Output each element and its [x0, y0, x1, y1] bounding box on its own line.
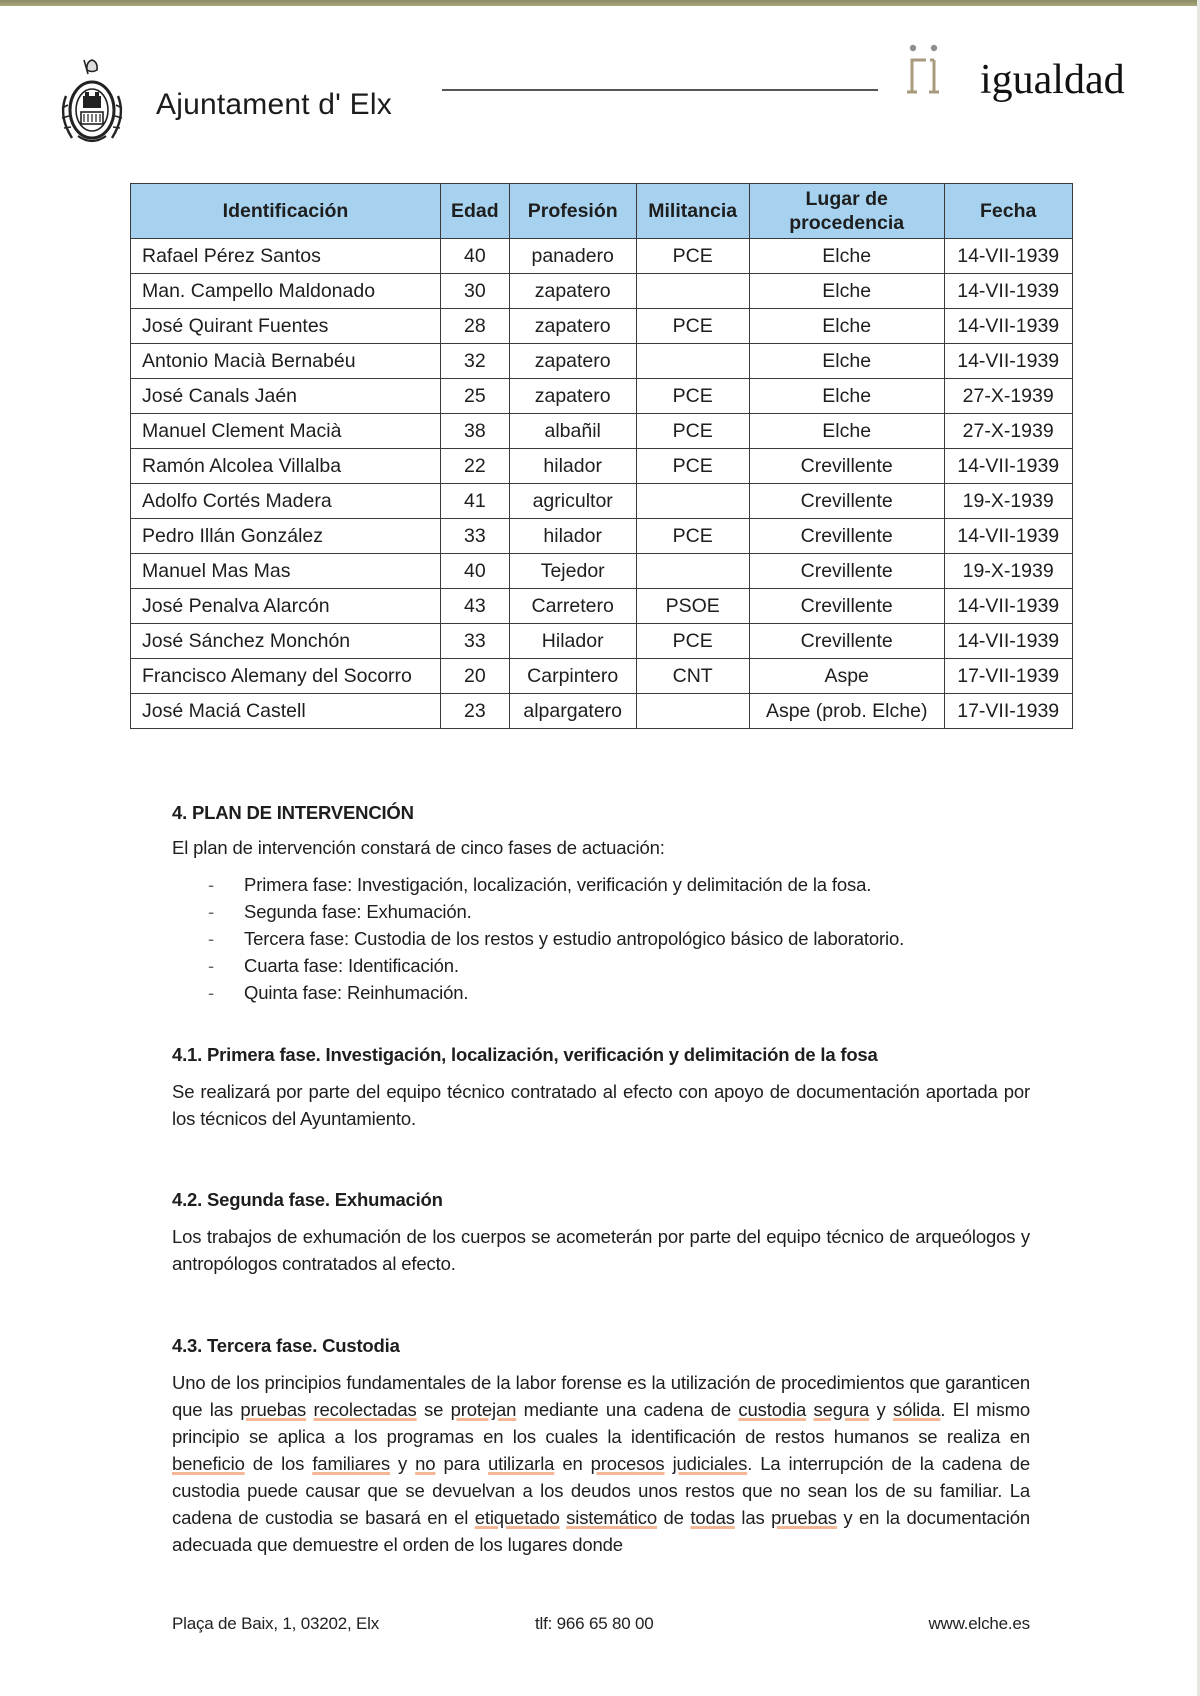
cell-origin: Crevillente [749, 449, 944, 484]
column-header-identificacion: Identificación [131, 184, 441, 239]
footer-phone: tlf: 966 65 80 00 [535, 1614, 654, 1633]
cell-date: 14-VII-1939 [944, 624, 1072, 659]
table-row [131, 659, 1073, 694]
list-item [172, 871, 1030, 898]
cell-name: Pedro Illán González [131, 519, 441, 554]
cell-date: 14-VII-1939 [944, 309, 1072, 344]
table-row [131, 519, 1073, 554]
coat-of-arms-icon [56, 56, 128, 152]
spellcheck-highlighted-word: sólida [892, 1399, 941, 1420]
paragraph-text: . La interrupción de la cadena de custodia puede causar que se devuelvan a los deudos unos restos que no sean los de su familiar. La cadena de custodia se basará en el [172, 1453, 1030, 1528]
table-row [131, 379, 1073, 414]
cell-date: 19-X-1939 [944, 484, 1072, 519]
list-item [172, 952, 1030, 979]
cell-origin: Elche [749, 309, 944, 344]
column-header-lugar-procedencia [749, 184, 944, 239]
cell-profession: Hilador [509, 624, 636, 659]
paragraph-text: y [869, 1399, 893, 1420]
cell-origin: Aspe [749, 659, 944, 694]
cell-profession: zapatero [509, 274, 636, 309]
cell-date: 17-VII-1939 [944, 659, 1072, 694]
table-row [131, 274, 1073, 309]
spellcheck-highlighted-word: procesos [590, 1453, 665, 1474]
cell-profession: hilador [509, 519, 636, 554]
cell-name: Adolfo Cortés Madera [131, 484, 441, 519]
phase-text: Primera fase: Investigación, localización, verificación y delimitación de la fosa. [244, 874, 872, 895]
cell-origin: Elche [749, 379, 944, 414]
list-item [172, 925, 1030, 952]
paragraph-text [306, 1399, 313, 1420]
cell-militancy [636, 554, 749, 589]
cell-date: 14-VII-1939 [944, 589, 1072, 624]
table-row [131, 484, 1073, 519]
spellcheck-highlighted-word: pruebas [771, 1507, 837, 1528]
section-intro: El plan de intervención constará de cinco fases de actuación: [172, 837, 665, 858]
cell-date: 27-X-1939 [944, 379, 1072, 414]
cell-militancy: PCE [636, 414, 749, 449]
cell-date: 14-VII-1939 [944, 449, 1072, 484]
spellcheck-highlighted-word: pruebas [240, 1399, 307, 1420]
paragraph-text: mediante una cadena de [516, 1399, 739, 1420]
bullet-dash: - [208, 982, 215, 1003]
cell-date: 19-X-1939 [944, 554, 1072, 589]
section-body: Los trabajos de exhumación de los cuerpos se acometerán por parte del equipo técnico de arqueólogos y antropólogos contratados al efecto. [172, 1226, 1030, 1274]
phase-list [172, 871, 1030, 1006]
section-heading: 4.1. Primera fase. Investigación, localización, verificación y delimitación de la fosa [172, 1044, 878, 1065]
cell-militancy [636, 274, 749, 309]
cell-name: Ramón Alcolea Villalba [131, 449, 441, 484]
cell-age: 28 [441, 309, 510, 344]
spellcheck-highlighted-word: recolectadas [313, 1399, 417, 1420]
cell-name: José Maciá Castell [131, 694, 441, 729]
phase-text: Tercera fase: Custodia de los restos y estudio antropológico básico de laboratorio. [244, 928, 905, 949]
phase-text: Quinta fase: Reinhumación. [244, 982, 469, 1003]
paragraph-text: de [657, 1507, 691, 1528]
cell-militancy: PCE [636, 519, 749, 554]
column-header-militancia: Militancia [636, 184, 749, 239]
cell-profession: hilador [509, 449, 636, 484]
section-heading: 4. PLAN DE INTERVENCIÓN [172, 802, 414, 823]
section-4-2 [172, 1189, 1030, 1277]
table-row [131, 554, 1073, 589]
column-header-fecha: Fecha [944, 184, 1072, 239]
cell-profession: Carpintero [509, 659, 636, 694]
paragraph-text: las [734, 1507, 772, 1528]
cell-origin: Elche [749, 414, 944, 449]
victims-table [130, 183, 1073, 729]
cell-date: 17-VII-1939 [944, 694, 1072, 729]
cell-militancy [636, 484, 749, 519]
table-row [131, 589, 1073, 624]
spellcheck-highlighted-word: beneficio [172, 1453, 245, 1474]
cell-date: 14-VII-1939 [944, 274, 1072, 309]
section-4-1 [172, 1044, 1030, 1132]
cell-name: José Sánchez Monchón [131, 624, 441, 659]
cell-militancy: PCE [636, 309, 749, 344]
cell-profession: zapatero [509, 344, 636, 379]
phase-text: Cuarta fase: Identificación. [244, 955, 459, 976]
cell-name: Antonio Macià Bernabéu [131, 344, 441, 379]
igualdad-brand [904, 38, 1144, 108]
column-header-profesion: Profesión [509, 184, 636, 239]
cell-name: José Canals Jaén [131, 379, 441, 414]
cell-origin: Crevillente [749, 519, 944, 554]
cell-name: José Penalva Alarcón [131, 589, 441, 624]
column-header-line-2: procedencia [789, 212, 905, 234]
spellcheck-highlighted-word: protejan [450, 1399, 517, 1420]
cell-origin: Crevillente [749, 589, 944, 624]
cell-profession: alpargatero [509, 694, 636, 729]
cell-origin: Elche [749, 344, 944, 379]
cell-origin: Aspe (prob. Elche) [749, 694, 944, 729]
cell-age: 33 [441, 624, 510, 659]
cell-militancy: PCE [636, 239, 749, 274]
cell-name: Manuel Mas Mas [131, 554, 441, 589]
paragraph-text: y [389, 1453, 416, 1474]
table-row [131, 239, 1073, 274]
paragraph-text: Uno de los principios fundamentales de la labor forense es la utilización de procedimientos que garanticen que las [172, 1372, 1030, 1420]
cell-age: 30 [441, 274, 510, 309]
page-top-border [0, 0, 1200, 6]
brand-text: igualdad [980, 57, 1125, 103]
spellcheck-highlighted-word: utilizarla [487, 1453, 555, 1474]
section-body: Se realizará por parte del equipo técnico contratado al efecto con apoyo de documentación aportada por los técnicos del Ayuntamiento. [172, 1081, 1030, 1129]
cell-date: 14-VII-1939 [944, 239, 1072, 274]
table-row [131, 344, 1073, 379]
table-row [131, 449, 1073, 484]
cell-origin: Elche [749, 239, 944, 274]
paragraph-text: en [554, 1453, 591, 1474]
table-row [131, 414, 1073, 449]
spellcheck-highlighted-word: segura [813, 1399, 870, 1420]
cell-profession: Carretero [509, 589, 636, 624]
paragraph-text: y en la documentación adecuada que demuestre el orden de los lugares donde [172, 1507, 1030, 1555]
cell-age: 40 [441, 239, 510, 274]
cell-profession: agricultor [509, 484, 636, 519]
cell-age: 41 [441, 484, 510, 519]
footer-address: Plaça de Baix, 1, 03202, Elx [172, 1614, 380, 1633]
cell-date: 14-VII-1939 [944, 519, 1072, 554]
cell-age: 33 [441, 519, 510, 554]
section-heading: 4.3. Tercera fase. Custodia [172, 1335, 400, 1356]
cell-profession: zapatero [509, 379, 636, 414]
footer-website[interactable]: www.elche.es [928, 1614, 1030, 1633]
table-row [131, 309, 1073, 344]
spellcheck-highlighted-word: todas [690, 1507, 735, 1528]
spellcheck-highlighted-word: judiciales [672, 1453, 748, 1474]
paragraph-text: se [416, 1399, 451, 1420]
cell-age: 25 [441, 379, 510, 414]
table-row [131, 694, 1073, 729]
phase-text: Segunda fase: Exhumación. [244, 901, 472, 922]
cell-age: 23 [441, 694, 510, 729]
column-header-edad: Edad [441, 184, 510, 239]
organization-name: Ajuntament d' Elx [156, 88, 392, 121]
list-item [172, 898, 1030, 925]
cell-militancy: PCE [636, 449, 749, 484]
cell-origin: Crevillente [749, 484, 944, 519]
table-header-row [131, 184, 1073, 239]
paragraph-text: para [435, 1453, 488, 1474]
cell-age: 43 [441, 589, 510, 624]
cell-date: 27-X-1939 [944, 414, 1072, 449]
section-4-3 [172, 1335, 1030, 1558]
cell-origin: Elche [749, 274, 944, 309]
section-plan-intervencion [172, 802, 1030, 1006]
table-row [131, 624, 1073, 659]
paragraph-text: de los [244, 1453, 313, 1474]
cell-date: 14-VII-1939 [944, 344, 1072, 379]
bullet-dash: - [208, 955, 215, 976]
cell-profession: Tejedor [509, 554, 636, 589]
cell-profession: albañil [509, 414, 636, 449]
cell-name: Rafael Pérez Santos [131, 239, 441, 274]
cell-name: José Quirant Fuentes [131, 309, 441, 344]
cell-name: Francisco Alemany del Socorro [131, 659, 441, 694]
cell-profession: zapatero [509, 309, 636, 344]
spellcheck-highlighted-word: etiquetado [474, 1507, 560, 1528]
spellcheck-highlighted-word: no [415, 1453, 436, 1474]
section-heading: 4.2. Segunda fase. Exhumación [172, 1189, 443, 1210]
cell-militancy: PSOE [636, 589, 749, 624]
cell-name: Man. Campello Maldonado [131, 274, 441, 309]
bullet-dash: - [208, 874, 215, 895]
cell-age: 40 [441, 554, 510, 589]
cell-age: 20 [441, 659, 510, 694]
paragraph-text: . El mismo principio se aplica a los programas en los cuales la identificación de restos humanos se realiza en [172, 1399, 1030, 1447]
cell-age: 22 [441, 449, 510, 484]
cell-origin: Crevillente [749, 624, 944, 659]
cell-militancy [636, 694, 749, 729]
paragraph-text [665, 1453, 673, 1474]
cell-origin: Crevillente [749, 554, 944, 589]
section-body [172, 1369, 1030, 1558]
bullet-dash: - [208, 928, 215, 949]
igualdad-logo-icon [904, 38, 964, 98]
cell-militancy: PCE [636, 624, 749, 659]
column-header-line-1: Lugar de [805, 188, 888, 210]
cell-militancy [636, 344, 749, 379]
cell-militancy: PCE [636, 379, 749, 414]
header-divider [442, 89, 878, 91]
bullet-dash: - [208, 901, 215, 922]
spellcheck-highlighted-word: custodia [738, 1399, 807, 1420]
cell-name: Manuel Clement Macià [131, 414, 441, 449]
cell-age: 38 [441, 414, 510, 449]
cell-profession: panadero [509, 239, 636, 274]
list-item [172, 979, 1030, 1006]
spellcheck-highlighted-word: sistemático [566, 1507, 658, 1528]
spellcheck-highlighted-word: familiares [312, 1453, 390, 1474]
cell-militancy: CNT [636, 659, 749, 694]
cell-age: 32 [441, 344, 510, 379]
